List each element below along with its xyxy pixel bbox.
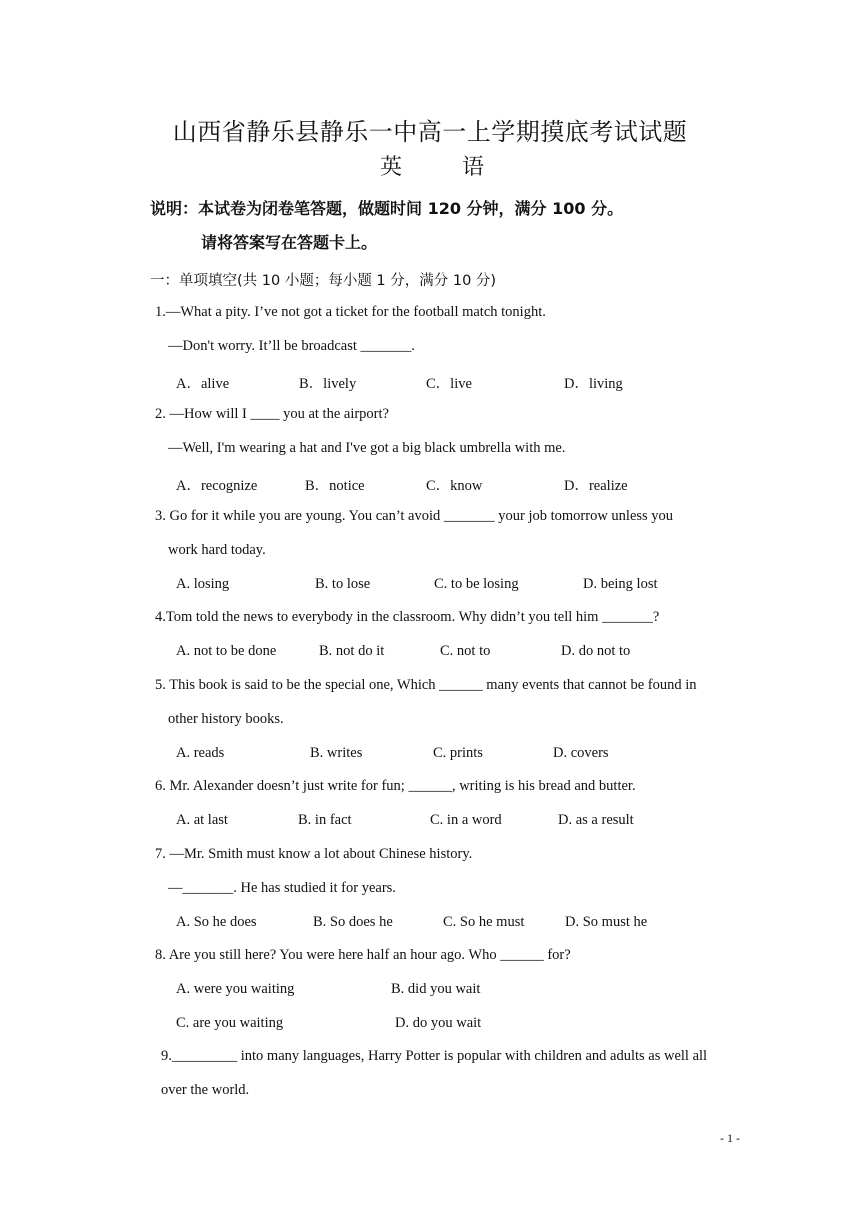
question-7-option-d[interactable]: D. So must he (565, 914, 648, 930)
question-4-option-c[interactable]: C. not to (440, 643, 491, 659)
question-8-option-c[interactable]: C. are you waiting (176, 1015, 284, 1031)
question-3-option-b[interactable]: B. to lose (315, 576, 371, 592)
question-2-line-1: 2. —How will I ____ you at the airport? (155, 406, 389, 422)
question-1-option-c[interactable]: C．live (426, 376, 472, 392)
question-6-option-a[interactable]: A. at last (176, 812, 228, 828)
question-6-option-c[interactable]: C. in a word (430, 812, 502, 828)
subject-char-1: 英 (380, 154, 403, 179)
question-2-line-2: —Well, I'm wearing a hat and I've got a big black umbrella with me. (168, 440, 566, 456)
question-6-option-b[interactable]: B. in fact (298, 812, 352, 828)
question-1-option-b[interactable]: B．lively (299, 376, 357, 392)
question-2-option-d[interactable]: D．realize (564, 478, 628, 494)
question-5-option-c[interactable]: C. prints (433, 745, 483, 761)
question-2-option-b[interactable]: B．notice (305, 478, 365, 494)
page-number: - 1 - (720, 1131, 740, 1145)
question-8-line-1: 8. Are you still here? You were here half an hour ago. Who ______ for? (155, 947, 571, 963)
question-6-line-1: 6. Mr. Alexander doesn’t just write for fun; ______, writing is his bread and butter. (155, 778, 636, 794)
question-4-line-1: 4.Tom told the news to everybody in the classroom. Why didn’t you tell him _______? (155, 609, 660, 625)
question-7-line-1: 7. —Mr. Smith must know a lot about Chinese history. (155, 846, 473, 862)
question-1-option-a[interactable]: A．alive (176, 376, 230, 392)
question-1-option-d[interactable]: D．living (564, 376, 623, 392)
question-1-line-2: —Don't worry. It’ll be broadcast _______. (168, 338, 415, 354)
question-8-option-d[interactable]: D. do you wait (395, 1015, 482, 1031)
question-5-option-d[interactable]: D. covers (553, 745, 609, 761)
question-8-option-a[interactable]: A. were you waiting (176, 981, 295, 997)
question-5-line-2: other history books. (168, 711, 284, 727)
question-5-option-a[interactable]: A. reads (176, 745, 225, 761)
question-3-line-2: work hard today. (168, 542, 266, 558)
question-4-option-d[interactable]: D. do not to (561, 643, 631, 659)
question-5-line-1: 5. This book is said to be the special one, Which ______ many events that cannot be found in (155, 677, 697, 693)
question-9-line-1: 9._________ into many languages, Harry Potter is popular with children and adults as well all (161, 1048, 708, 1064)
question-1-line-1: 1.—What a pity. I’ve not got a ticket for the football match tonight. (155, 304, 546, 320)
instructions-line-2: 请将答案写在答题卡上。 (201, 233, 378, 252)
question-7-option-c[interactable]: C. So he must (443, 914, 525, 930)
question-7-line-2: —_______. He has studied it for years. (168, 880, 396, 896)
question-7-option-b[interactable]: B. So does he (313, 914, 393, 930)
question-3-option-c[interactable]: C. to be losing (434, 576, 519, 592)
question-6-option-d[interactable]: D. as a result (558, 812, 634, 828)
instructions-line-1: 说明：本试卷为闭卷笔答题，做题时间 120 分钟，满分 100 分。 (150, 199, 624, 218)
question-3-line-1: 3. Go for it while you are young. You can’t avoid _______ your job tomorrow unless you (155, 508, 674, 524)
question-5-option-b[interactable]: B. writes (310, 745, 363, 761)
question-9-line-2: over the world. (161, 1082, 250, 1098)
page-title: 山西省静乐县静乐一中高一上学期摸底考试试题 (172, 120, 688, 146)
question-3-option-a[interactable]: A. losing (176, 576, 230, 592)
question-2-option-c[interactable]: C．know (426, 478, 483, 494)
question-7-option-a[interactable]: A. So he does (176, 914, 257, 930)
question-4-option-b[interactable]: B. not do it (319, 643, 385, 659)
question-2-option-a[interactable]: A．recognize (176, 478, 258, 494)
section-heading: 一：单项填空(共 10 小题；每小题 1 分，满分 10 分) (150, 273, 497, 289)
question-3-option-d[interactable]: D. being lost (583, 576, 658, 592)
subject-char-2: 语 (462, 154, 485, 179)
question-8-option-b[interactable]: B. did you wait (391, 981, 481, 997)
question-4-option-a[interactable]: A. not to be done (176, 643, 277, 659)
